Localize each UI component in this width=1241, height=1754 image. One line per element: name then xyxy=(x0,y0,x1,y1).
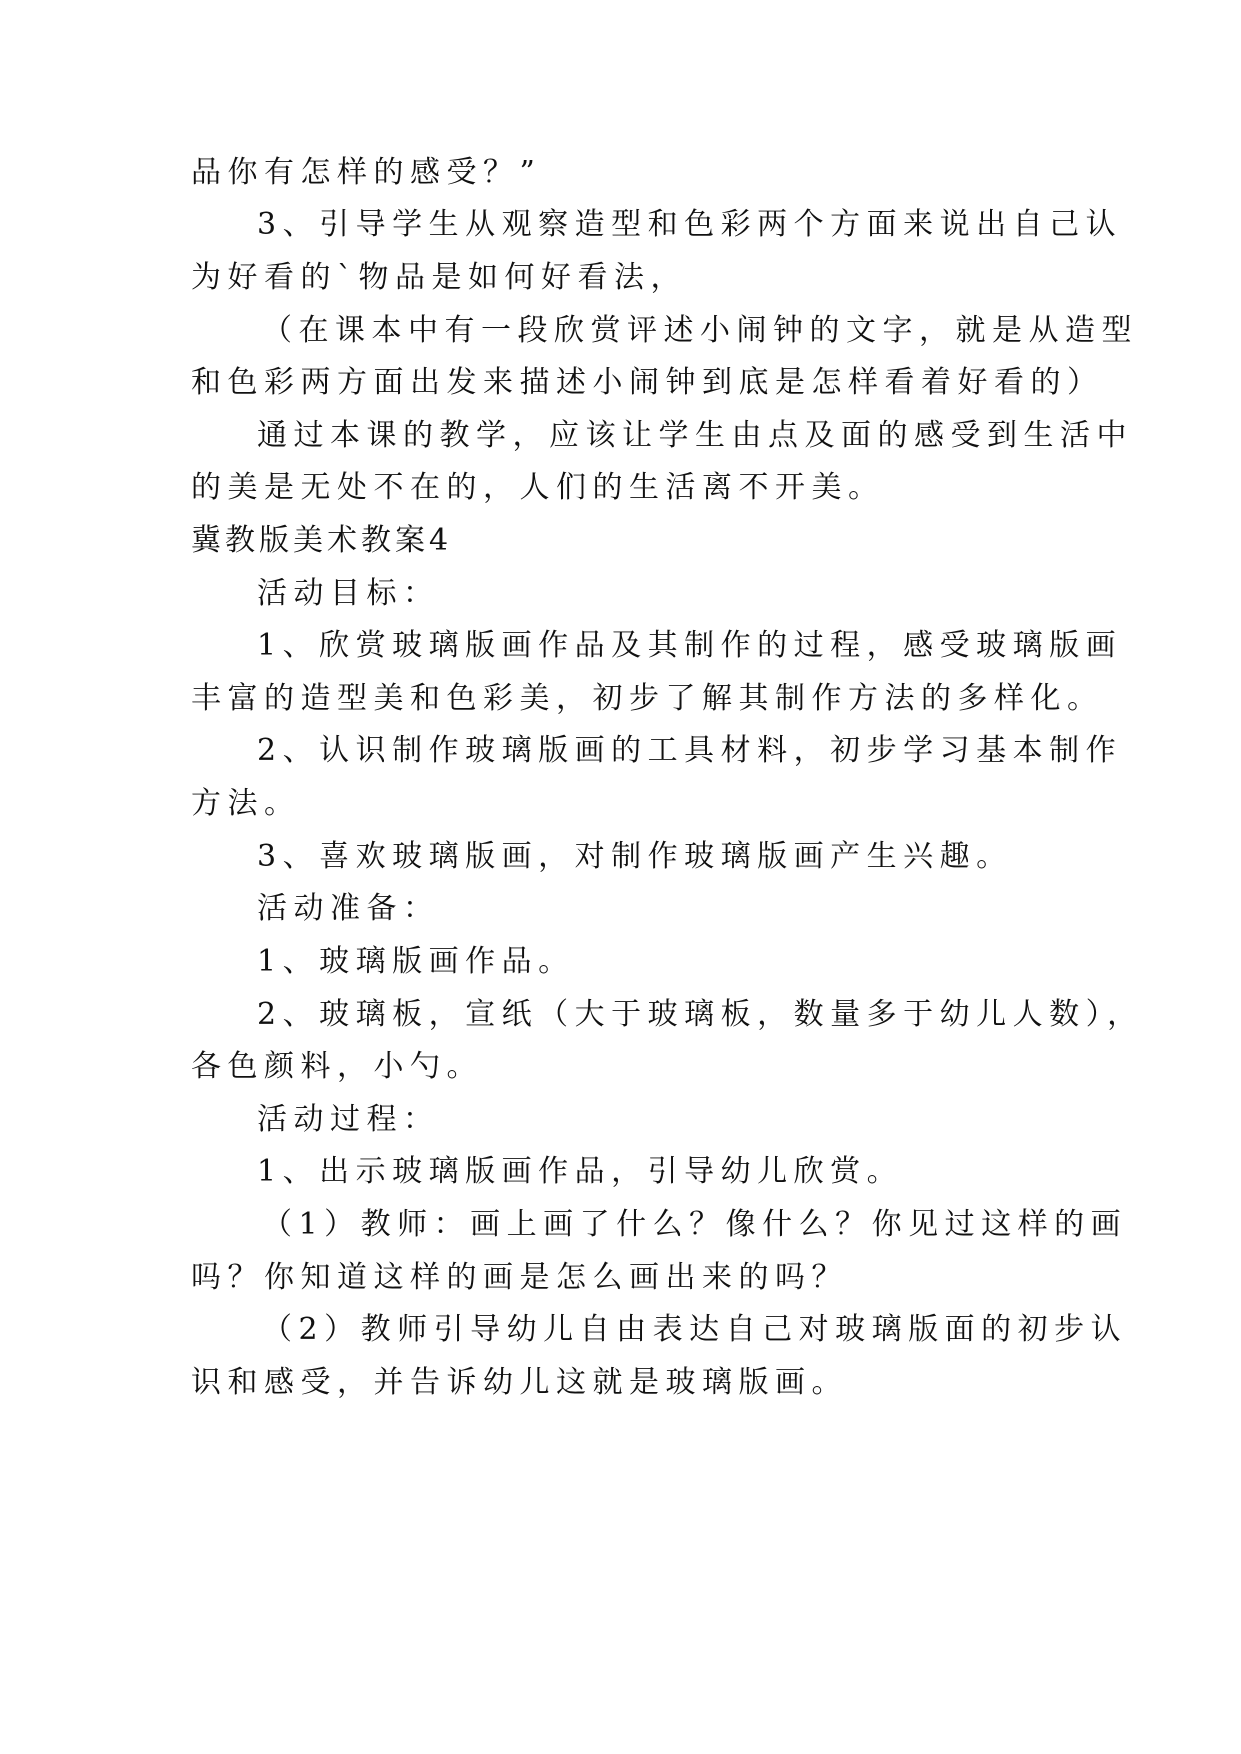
text-line: 活动目标： xyxy=(257,576,440,611)
text-line: 2、玻璃板，宣纸（大于玻璃板，数量多于幼儿人数）， xyxy=(257,997,1144,1032)
text-line: 方法。 xyxy=(191,786,301,821)
text-line: 活动过程： xyxy=(257,1102,440,1137)
text-line: 通过本课的教学，应该让学生由点及面的感受到生活中 xyxy=(257,418,1133,453)
section-heading: 冀教版美术教案4 xyxy=(191,523,453,558)
text-line: 3、引导学生从观察造型和色彩两个方面来说出自己认 xyxy=(257,207,1123,242)
text-line: （2）教师引导幼儿自由表达自己对玻璃版面的初步认 xyxy=(262,1312,1128,1347)
text-line: 的美是无处不在的，人们的生活离不开美。 xyxy=(191,470,885,505)
text-line: 3、喜欢玻璃版画，对制作玻璃版画产生兴趣。 xyxy=(257,839,1013,874)
text-line: 为好看的`物品是如何好看法， xyxy=(191,260,687,295)
text-line: 1、玻璃版画作品。 xyxy=(257,944,575,979)
text-line: （1）教师：画上画了什么？像什么？你见过这样的画 xyxy=(262,1207,1128,1242)
text-line: 吗？你知道这样的画是怎么画出来的吗？ xyxy=(191,1260,848,1295)
text-line: 品你有怎样的感受？” xyxy=(191,155,542,190)
text-line: 活动准备： xyxy=(257,891,440,926)
text-line: 1、欣赏玻璃版画作品及其制作的过程，感受玻璃版画 xyxy=(257,628,1123,663)
text-line: 丰富的造型美和色彩美，初步了解其制作方法的多样化。 xyxy=(191,681,1104,716)
text-line: 识和感受，并告诉幼儿这就是玻璃版画。 xyxy=(191,1365,848,1400)
text-line: 和色彩两方面出发来描述小闹钟到底是怎样看着好看的） xyxy=(191,365,1104,400)
text-line: （在课本中有一段欣赏评述小闹钟的文字，就是从造型 xyxy=(262,313,1138,348)
text-line: 各色颜料，小勺。 xyxy=(191,1049,483,1084)
text-line: 1、出示玻璃版画作品，引导幼儿欣赏。 xyxy=(257,1154,904,1189)
text-line: 2、认识制作玻璃版画的工具材料，初步学习基本制作 xyxy=(257,733,1123,768)
